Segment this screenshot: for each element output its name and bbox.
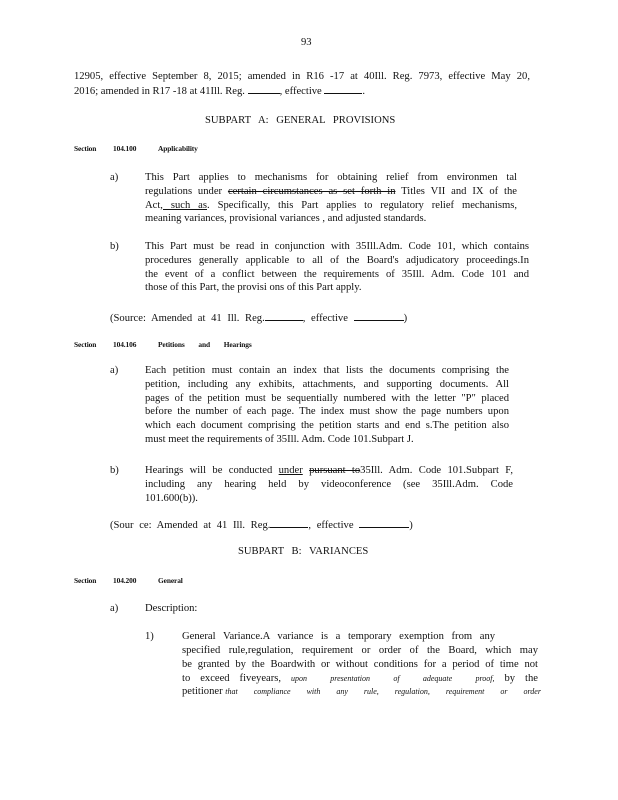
subpart-b-heading: SUBPART B: VARIANCES bbox=[238, 546, 369, 557]
section-104-106-number: 104.106 bbox=[113, 340, 137, 349]
inserted-text: under bbox=[278, 465, 303, 476]
section-104-100-title: Applicability bbox=[158, 144, 198, 153]
description-heading: Description: bbox=[145, 603, 198, 614]
statutory-italic-text: upon presentation of adequate proof, bbox=[291, 673, 495, 683]
section-104-106-source: (Sour ce: Amended at 41 Ill. Reg. , effective ) bbox=[110, 520, 413, 531]
section-104-200-title: General bbox=[158, 576, 183, 585]
subpart-a-heading: SUBPART A: GENERAL PROVISIONS bbox=[205, 115, 396, 126]
inserted-text: , such as bbox=[160, 199, 208, 211]
item-1-line-1: General Variance.A variance is a temporary exemption from any bbox=[182, 631, 496, 642]
section-104-106-para-b: Hearings will be conducted under pursuant to35Ill. Adm. Code 101.Subpart F, including any hearing held by videoconference (see 35Ill.Adm. Code 101.600(b)). bbox=[145, 465, 513, 504]
section-104-106-para-a: Each petition must contain an index that lists the documents comprising the petition, including any exhibits, attachments, and supporting documents. All pages of the petition must be sequentially numbered with the letter "P" placed before the number of each page. The index must show the page numbers upon which each document comprising the petition starts and end s.The petition also must meet the requirements of 35Ill. Adm. Code 101.Subpart J. bbox=[145, 365, 509, 445]
history-line-2: 2016; amended in R17 -18 at 41Ill. Reg. , effective . bbox=[74, 85, 366, 97]
section-104-100-para-a: This Part applies to mechanisms for obtaining relief from environmen tal regulations under certain circumstances as set forth in Titles VII and IX of the Act, such as. Specifically, this Part applies to regulatory relief mechanisms, meaning variances, provisional variances , and adjusted standards. bbox=[145, 172, 517, 225]
para-marker-b: b) bbox=[110, 241, 119, 252]
history-note bbox=[74, 70, 530, 99]
section-104-200-number: 104.200 bbox=[113, 576, 137, 585]
section-104-100-number: 104.100 bbox=[113, 144, 137, 153]
section-104-100-label: Section bbox=[74, 144, 97, 153]
section-104-106-title: Petitions and Hearings bbox=[158, 340, 252, 349]
page-number: 93 bbox=[301, 37, 312, 48]
para-marker-a: a) bbox=[110, 365, 119, 376]
section-104-100-source: (Source: Amended at 41 Ill. Reg. , effective ) bbox=[110, 313, 408, 324]
para-marker-a: a) bbox=[110, 603, 119, 614]
item-1-body: specified rule,regulation, requirement or order of the Board, which may be granted by the Boardwith or without conditions for a period of time not to exceed fiveyears, upon presentation of adequate proof, by the petitioner that compliance with any rule, regulation, requirement or order bbox=[182, 645, 541, 698]
statutory-italic-text: that compliance with any rule, regulation, requirement or order bbox=[225, 687, 541, 697]
stricken-text: pursuant to bbox=[309, 465, 361, 476]
history-line-1: 12905, effective September 8, 2015; amended in R16 -17 at 40Ill. Reg. 7973, effective May 20, bbox=[74, 71, 530, 82]
para-marker-a: a) bbox=[110, 172, 119, 183]
stricken-text: certain circumstances as set forth in bbox=[227, 185, 396, 197]
section-104-106-label: Section bbox=[74, 340, 97, 349]
item-marker-1: 1) bbox=[145, 631, 154, 642]
section-104-100-para-b: This Part must be read in conjunction with 35Ill.Adm. Code 101, which contains procedures generally applicable to all of the Board's adjudicatory proceedings.In the event of a conflict between the requirements of 35Ill. Adm. Code 101 and those of this Part, the provisi ons of this Part apply. bbox=[145, 241, 529, 294]
section-104-200-label: Section bbox=[74, 576, 97, 585]
para-marker-b: b) bbox=[110, 465, 119, 476]
